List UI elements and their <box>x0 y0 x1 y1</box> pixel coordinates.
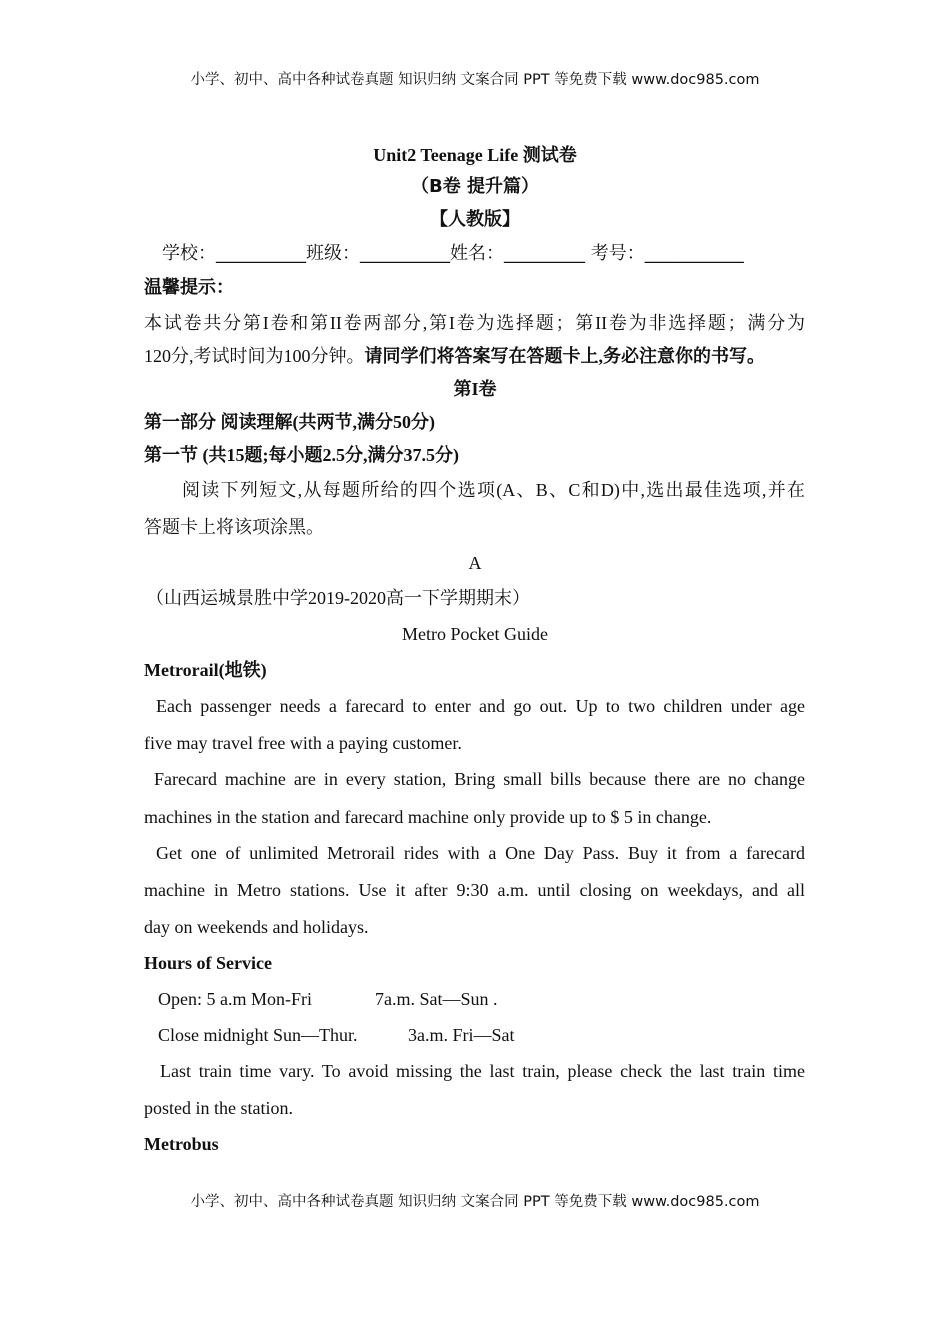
paragraph-3-line-2: machine in Metro stations. Use it after 9:30 a.m. until closing on weekdays, and all <box>144 880 805 900</box>
metrorail-heading: Metrorail(地铁) <box>144 660 267 680</box>
page-header: 小学、初中、高中各种试卷真题 知识归纳 文案合同 PPT 等免费下载 www.doc985.com <box>190 72 760 88</box>
tips-line-2 <box>144 345 765 367</box>
section-one-heading: 第一节 (共15题;每小题2.5分,满分37.5分) <box>144 445 459 465</box>
paragraph-4-line-2: posted in the station. <box>144 1098 293 1118</box>
paragraph-1-line-1: Each passenger needs a farecard to enter and go out. Up to two children under age <box>156 696 805 716</box>
passage-source: （山西运城景胜中学2019-2020高一下学期期末） <box>146 588 530 608</box>
metrobus-heading: Metrobus <box>144 1134 219 1154</box>
paragraph-3-line-3: day on weekends and holidays. <box>144 917 369 937</box>
passage-title: Metro Pocket Guide <box>402 624 548 644</box>
volume-heading: 第I卷 <box>453 379 497 399</box>
paragraph-4-line-1: Last train time vary. To avoid missing the last train, please check the last train time <box>160 1061 805 1081</box>
open-hours-weekend: 7a.m. Sat—Sun . <box>375 989 498 1009</box>
close-hours-weekend: 3a.m. Fri—Sat <box>408 1025 515 1045</box>
student-info-line: 学校：__________班级：__________姓名：_________ 考号：___________ <box>162 243 744 264</box>
close-hours-weekday: Close midnight Sun—Thur. <box>158 1025 358 1045</box>
tips-heading: 温馨提示： <box>144 277 234 298</box>
page-footer: 小学、初中、高中各种试卷真题 知识归纳 文案合同 PPT 等免费下载 www.doc985.com <box>190 1194 760 1210</box>
paragraph-1-line-2: five may travel free with a paying customer. <box>144 733 462 753</box>
instruction-line-2: 答题卡上将该项涂黑。 <box>144 517 324 537</box>
tips-line-1: 本试卷共分第I卷和第II卷两部分,第I卷为选择题；第II卷为非选择题；满分为 <box>144 313 805 333</box>
test-title: Unit2 Teenage Life 测试卷 <box>373 145 577 165</box>
passage-label: A <box>468 553 482 573</box>
part-one-heading: 第一部分 阅读理解(共两节,满分50分) <box>144 412 435 432</box>
paragraph-2-line-2: machines in the station and farecard machine only provide up to $ 5 in change. <box>144 807 712 827</box>
open-hours-weekday: Open: 5 a.m Mon-Fri <box>158 989 312 1009</box>
test-subtitle: （B卷 提升篇） <box>411 176 539 197</box>
paragraph-3-line-1: Get one of unlimited Metrorail rides with a One Day Pass. Buy it from a farecard <box>156 843 805 863</box>
tips-line-2-normal: 120分,考试时间为100分钟。 <box>144 346 365 366</box>
tips-line-2-bold: 请同学们将答案写在答题卡上,务必注意你的书写。 <box>364 346 765 366</box>
instruction-line-1: 阅读下列短文,从每题所给的四个选项(A、B、C和D)中,选出最佳选项,并在 <box>182 480 805 500</box>
paragraph-2-line-1: Farecard machine are in every station, Bring small bills because there are no change <box>154 769 805 789</box>
edition-label: 【人教版】 <box>430 209 520 230</box>
hours-heading: Hours of Service <box>144 953 272 973</box>
